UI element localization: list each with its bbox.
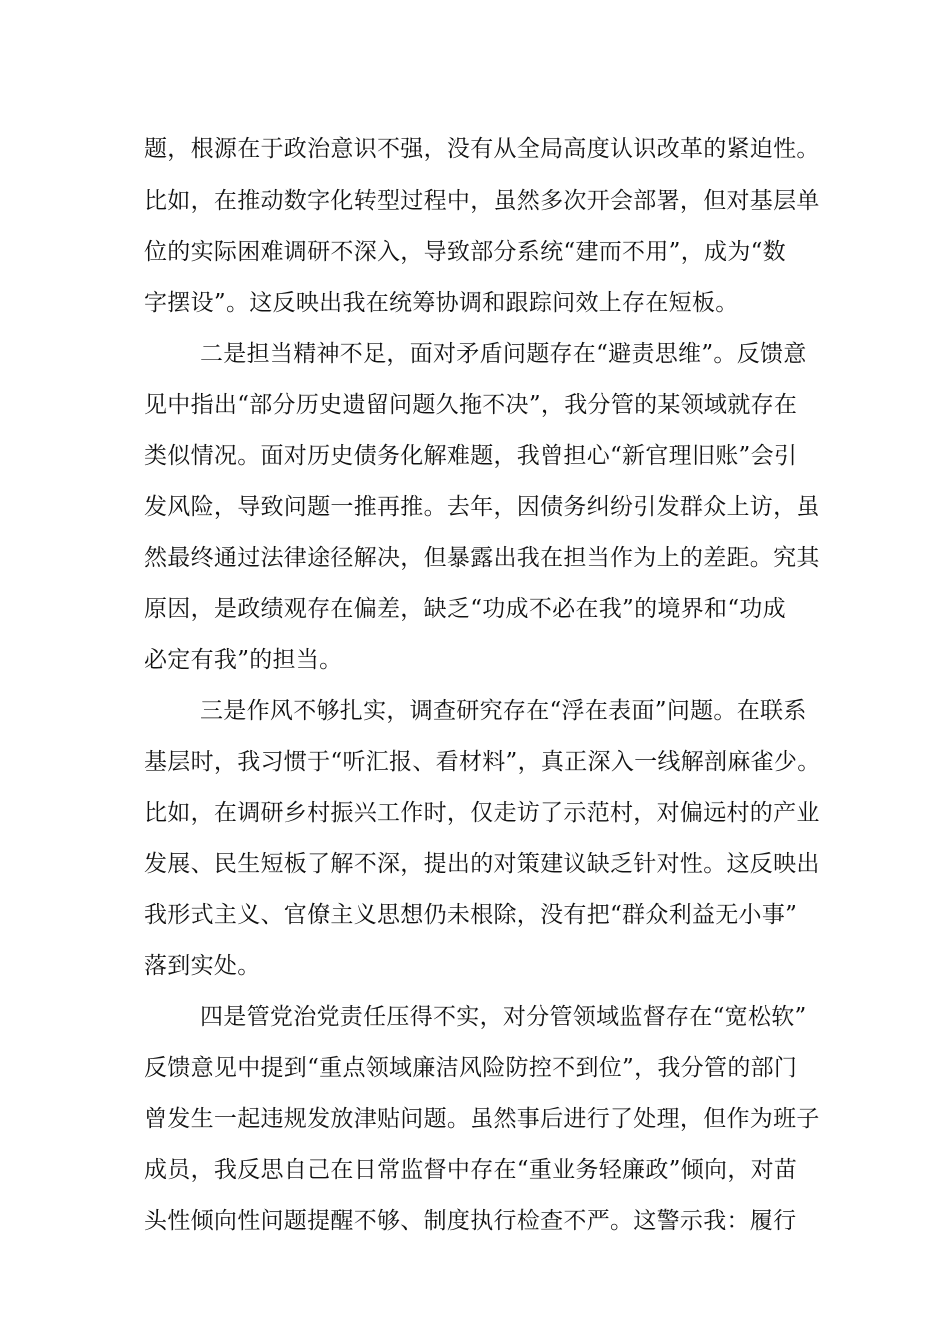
paragraph-line: 比如，在推动数字化转型过程中，虽然多次开会部署，但对基层单 [144,188,820,214]
paragraph-line: 基层时，我习惯于“听汇报、看材料”，真正深入一线解剖麻雀少。 [144,749,821,775]
paragraph-line: 反馈意见中提到“重点领域廉洁风险防控不到位”，我分管的部门 [144,1055,798,1081]
paragraph-line: 发展、民生短板了解不深，提出的对策建议缺乏针对性。这反映出 [144,851,820,877]
paragraph-line: 类似情况。面对历史债务化解难题，我曾担心“新官理旧账”会引 [144,443,798,469]
paragraph-line: 然最终通过法律途径解决，但暴露出我在担当作为上的差距。究其 [144,545,820,571]
paragraph-line: 比如，在调研乡村振兴工作时，仅走访了示范村，对偏远村的产业 [144,800,820,826]
paragraph-line: 见中指出“部分历史遗留问题久拖不决”，我分管的某领域就存在 [144,392,798,418]
paragraph-line: 二是担当精神不足，面对矛盾问题存在“避责思维”。反馈意 [200,341,807,367]
paragraph-line: 必定有我”的担当。 [144,647,343,673]
paragraph-line: 头性倾向性问题提醒不够、制度执行检查不严。这警示我：履行 [144,1208,797,1234]
paragraph-line: 我形式主义、官僚主义思想仍未根除，没有把“群众利益无小事” [144,902,798,928]
paragraph-line: 落到实处。 [144,953,261,979]
paragraph-line: 发风险，导致问题一推再推。去年，因债务纠纷引发群众上访，虽 [144,494,820,520]
paragraph-line: 字摆设”。这反映出我在统筹协调和跟踪问效上存在短板。 [144,290,739,316]
paragraph-line: 位的实际困难调研不深入，导致部分系统“建而不用”，成为“数 [144,239,786,265]
paragraph-line: 四是管党治党责任压得不实，对分管领域监督存在“宽松软” [200,1004,807,1030]
paragraph-line: 曾发生一起违规发放津贴问题。虽然事后进行了处理，但作为班子 [144,1106,820,1132]
paragraph-line: 原因，是政绩观存在偏差，缺乏“功成不必在我”的境界和“功成 [144,596,786,622]
paragraph-line: 成员，我反思自己在日常监督中存在“重业务轻廉政”倾向，对苗 [144,1157,798,1183]
paragraph-line: 题，根源在于政治意识不强，没有从全局高度认识改革的紧迫性。 [144,136,820,162]
paragraph-line: 三是作风不够扎实，调查研究存在“浮在表面”问题。在联系 [200,698,807,724]
